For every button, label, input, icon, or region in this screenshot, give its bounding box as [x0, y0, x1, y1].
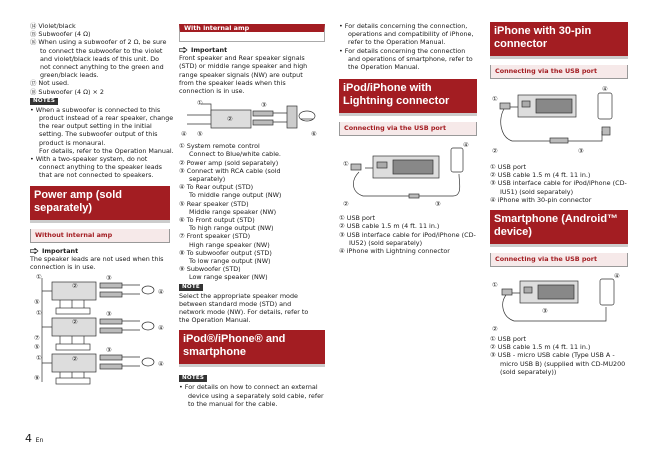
subhead-label: Without internal amp: [35, 230, 113, 239]
diagram-label: ①: [492, 95, 498, 103]
diagram-label: ①: [36, 274, 42, 282]
note-line: to the manual for the cable.: [188, 399, 278, 408]
power-amp-without-internal-amp-diagram: [30, 274, 170, 386]
subhead-label: Connecting via the USB port: [495, 255, 598, 264]
subhead-label: With internal amp: [184, 24, 250, 32]
list-item: to connect the subwoofer to the violet: [40, 46, 163, 55]
section-title-line: Lightning connector: [343, 95, 450, 108]
list-item: ① System remote control: [179, 142, 260, 151]
list-item: ⑭ Violet/black: [30, 22, 76, 30]
important-heading: [179, 46, 325, 54]
important-line: connection is in use.: [179, 87, 245, 96]
diagram-label: ④: [614, 272, 620, 281]
list-item: To middle range output (NW): [189, 191, 282, 200]
list-item: ③ USB - micro USB cable (Type USB A -: [490, 351, 615, 360]
note-line: product is monaural.: [39, 138, 106, 147]
list-item: ⑱ Subwoofer (4 Ω) × 2: [30, 87, 104, 96]
diagram-label: ①: [36, 354, 42, 363]
section-title-line: iPhone with 30-pin: [494, 25, 592, 37]
list-item: IU52) (sold separately): [349, 238, 423, 247]
note-line: • For details on how to connect an external: [179, 383, 318, 392]
info-line: and operations of smartphone, refer to: [348, 54, 473, 63]
power-amp-with-internal-amp-diagram: [179, 98, 325, 140]
section-title-line: iPod/iPhone with: [343, 82, 432, 95]
lightning-list: [339, 214, 477, 255]
list-item: ② Power amp (sold separately): [179, 158, 279, 167]
diagram-label: ③: [578, 147, 584, 155]
info-line: • For details concerning the connection: [339, 46, 466, 55]
diagram-label: ③: [106, 346, 112, 355]
section-title-line: Power amp (sold: [34, 188, 123, 201]
column-4: [490, 22, 628, 376]
list-item: ⑧ To subwoofer output (STD): [179, 248, 272, 257]
important-line: from the speaker leads when this: [179, 78, 286, 87]
list-item: ② USB cable 1.5 m (4 ft. 11 in.): [490, 171, 591, 180]
note-line: between standard mode (STD) and: [179, 299, 292, 308]
diagram-label: ④: [158, 288, 164, 297]
diagram-label: ⑥: [311, 130, 317, 139]
list-item: ⑤ Rear speaker (STD): [179, 199, 249, 208]
list-item: ⑯ When using a subwoofer of 2 Ω, be sure: [30, 38, 167, 47]
diagram-label: ④: [158, 360, 164, 369]
30-pin-connection-diagram: [490, 83, 628, 161]
android-list: [490, 335, 628, 376]
diagram-label: ①: [343, 160, 349, 169]
notes-label: NOTES: [30, 98, 58, 105]
note-line: For details, refer to the Operation Manual.: [39, 146, 174, 155]
diagram-label: ①: [36, 309, 42, 318]
note-line: Select the appropriate speaker mode: [179, 291, 298, 300]
note-line: • With a two-speaker system, do not: [30, 155, 148, 164]
info-line: the Operation Manual.: [348, 63, 420, 72]
diagram-label: ③: [261, 101, 267, 110]
diagram-label: ②: [227, 115, 233, 124]
diagram-label: ②: [492, 147, 498, 155]
note-label: NOTE: [179, 284, 203, 291]
hand-pointer-icon: [30, 248, 39, 254]
note-line: • When a subwoofer is connected to this: [30, 105, 161, 114]
subhead-without-internal-amp: [30, 229, 170, 243]
page-number-value: 4: [25, 432, 32, 445]
list-item: ① USB port: [490, 335, 527, 344]
note-line: the Operation Manual.: [179, 316, 251, 325]
subhead-label: Connecting via the USB port: [495, 67, 598, 75]
android-connection-diagram: [490, 271, 628, 333]
section-title-line: separately): [34, 201, 93, 214]
section-title-30-pin: [490, 22, 628, 59]
info-line: operations and compatibility of iPhone,: [348, 30, 474, 39]
list-item: and violet/black leads of this unit. Do: [40, 54, 160, 63]
subhead-label: Connecting via the USB port: [344, 124, 447, 133]
diagram-label: ⑨: [34, 374, 40, 383]
important-line: range speaker signals (NW) are output: [179, 70, 303, 79]
list-item: ③ USB interface cable for iPod/iPhone (CD-: [490, 179, 627, 188]
section-title-power-amp: [30, 186, 170, 223]
notes-label: NOTES: [179, 375, 207, 382]
diagram-label: ④: [181, 130, 187, 139]
diagram-label: ②: [343, 200, 349, 209]
section-title-ipod-iphone-smartphone: [179, 330, 325, 367]
list-item: micro USB B) (supplied with CD-MU200: [500, 359, 626, 368]
diagram-label: ③: [435, 200, 441, 209]
list-item: ② USB cable 1.5 m (4 ft. 11 in.): [339, 222, 440, 231]
info-line: refer to the Operation Manual.: [348, 38, 446, 47]
diagram-label: ④: [158, 324, 164, 333]
amp-components-list: [179, 142, 325, 281]
important-line: (STD) or middle range speaker and high: [179, 62, 308, 71]
list-item: ④ iPhone with Lightning connector: [339, 247, 450, 256]
note-line: product instead of a rear speaker, change: [39, 114, 174, 123]
diagram-label: ⑤: [34, 343, 40, 352]
list-item: ⑦ Front speaker (STD): [179, 232, 251, 241]
section-title-line: Smartphone (Android™: [494, 213, 619, 226]
note-line: the rear output setting in the initial: [39, 122, 152, 131]
page-number: [25, 433, 44, 446]
diagram-label: ⑤: [197, 130, 203, 139]
list-item: ④ iPhone with 30-pin connector: [490, 195, 592, 204]
list-item: To high range output (NW): [189, 224, 274, 233]
info-line: • For details concerning the connection,: [339, 22, 468, 30]
diagram-label: ③: [106, 274, 112, 283]
diagram-label: ③: [542, 307, 548, 316]
diagram-label: ①: [492, 281, 498, 290]
diagram-label: ②: [72, 355, 78, 364]
column-3: [339, 22, 477, 255]
section-title-lightning: [339, 79, 477, 116]
diagram-label: ⑤: [34, 298, 40, 307]
important-label: Important: [42, 246, 79, 255]
column-2: [179, 22, 325, 408]
note-line: setting. The subwoofer output of this: [39, 130, 158, 139]
important-label: Important: [191, 46, 228, 54]
section-title-line: smartphone: [183, 346, 246, 359]
list-item: ① USB port: [339, 214, 376, 223]
diagram-label: ①: [197, 99, 203, 108]
column-1: [30, 22, 174, 386]
diagram-label: ④: [463, 141, 469, 150]
list-item: ③ USB interface cable for iPod/iPhone (CD-: [339, 230, 476, 239]
list-item: Low range speaker (NW): [189, 273, 268, 282]
diagram-label: ②: [72, 318, 78, 327]
list-item: ⑨ Subwoofer (STD): [179, 265, 241, 274]
note-line: device using a separately sold cable, refer: [188, 391, 324, 400]
list-item: Middle range speaker (NW): [189, 207, 277, 216]
list-item: IU51) (sold separately): [500, 187, 574, 196]
note-line: that are not connected to speakers.: [39, 171, 154, 180]
section-title-line: connector: [494, 38, 548, 50]
list-item: ② USB cable 1.5 m (4 ft. 11 in.): [490, 343, 591, 352]
diagram-label: ②: [72, 282, 78, 291]
section-title-android: [490, 210, 628, 247]
diagram-label: ④: [602, 85, 608, 93]
diagram-label: ②: [492, 325, 498, 334]
subwoofer-list: [30, 22, 170, 96]
list-item: To low range output (NW): [189, 257, 271, 266]
section-title-line: iPod®/iPhone® and: [183, 333, 286, 346]
30-pin-list: [490, 163, 628, 204]
list-item: High range speaker (NW): [189, 240, 270, 249]
list-item: Connect to Blue/white cable.: [189, 150, 281, 159]
important-heading: [30, 247, 170, 255]
list-item: ⑰ Not used.: [30, 79, 70, 88]
important-line: connection is in use.: [30, 263, 96, 272]
subhead-usb-port: [490, 65, 628, 79]
list-item: ③ Connect with RCA cable (sold: [179, 166, 281, 175]
list-item: (sold separately)): [500, 367, 557, 376]
note-line: network mode (NW). For details, refer to: [179, 308, 309, 317]
subhead-usb-port-android: [490, 253, 628, 267]
diagram-label: ③: [106, 310, 112, 319]
important-line: The speaker leads are not used when this: [30, 254, 164, 263]
list-item: ① USB port: [490, 163, 527, 171]
section-title-line: device): [494, 226, 532, 239]
subhead-with-internal-amp: [179, 24, 325, 42]
notes-text: [30, 105, 174, 180]
lightning-connection-diagram: [339, 140, 477, 212]
note-line: connect anything to the speaker leads: [39, 163, 162, 172]
list-item: separately): [189, 175, 226, 184]
diagram-label: ⑦: [34, 334, 40, 343]
page-language: En: [35, 436, 44, 444]
subhead-usb-port: [339, 122, 477, 136]
hand-pointer-icon: [179, 47, 188, 53]
list-item: ④ To Rear output (STD): [179, 183, 254, 192]
list-item: green/black leads.: [40, 71, 99, 80]
list-item: ⑥ To Front output (STD): [179, 216, 255, 225]
list-item: not connect anything to the green and: [40, 63, 164, 72]
list-item: ⑮ Subwoofer (4 Ω): [30, 30, 91, 39]
important-line: Front speaker and Rear speaker signals: [179, 54, 305, 63]
